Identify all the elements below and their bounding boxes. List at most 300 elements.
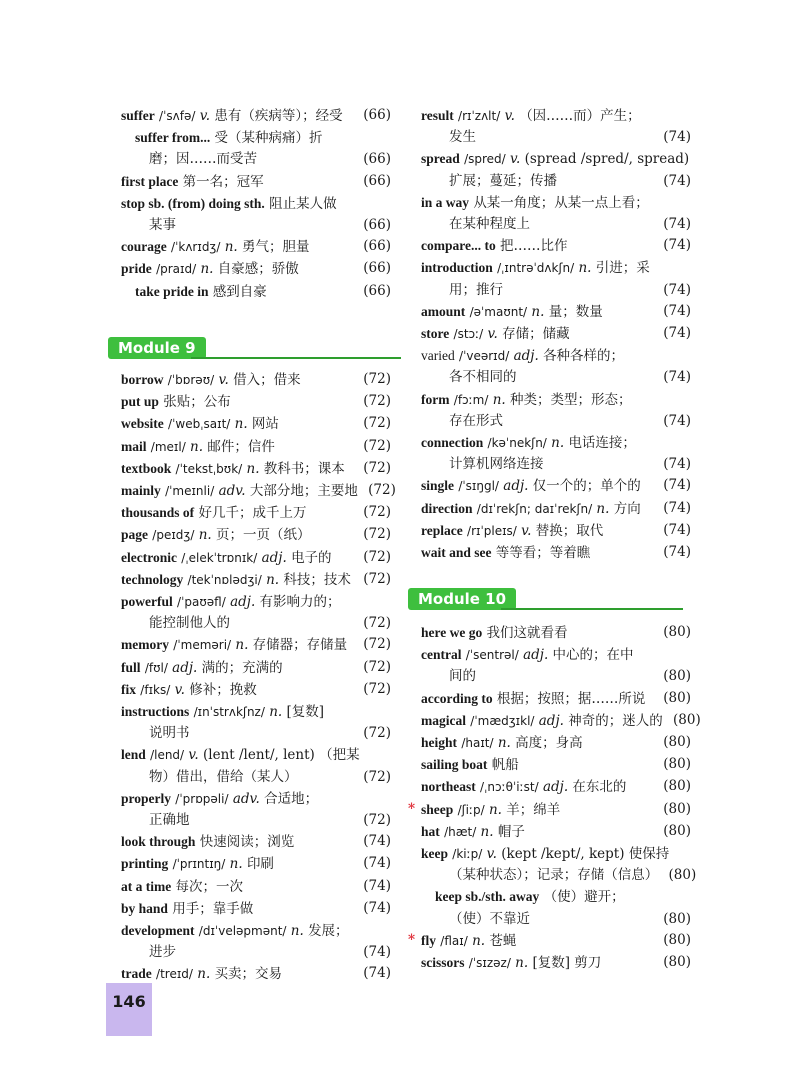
definition: 邮件；信件 xyxy=(207,438,275,455)
entry-line xyxy=(121,613,391,634)
page-ref: (74) xyxy=(663,281,691,298)
part-of-speech: v. xyxy=(486,846,497,863)
entry-text xyxy=(421,192,653,214)
page-ref-spacer xyxy=(353,788,391,810)
part-of-speech: adj. xyxy=(172,659,198,676)
entry-line xyxy=(421,105,691,127)
vocab-entry xyxy=(121,963,391,985)
headword: amount xyxy=(421,303,466,319)
definition: 替换；取代 xyxy=(535,522,604,539)
entry-line xyxy=(121,502,391,524)
headword: pride xyxy=(121,261,152,277)
headword: lend xyxy=(121,747,146,763)
page-ref: (72) xyxy=(363,680,391,697)
definition: 修补；挽救 xyxy=(189,681,257,698)
headword: in a way xyxy=(421,194,470,210)
entry-text xyxy=(421,754,653,776)
entry-line xyxy=(421,432,691,454)
vocab-entry xyxy=(121,258,391,280)
vocab-entry xyxy=(421,688,691,710)
entry-text xyxy=(421,542,653,564)
entry-line xyxy=(421,666,691,687)
entry-line xyxy=(121,591,391,613)
page-ref: (66) xyxy=(363,107,391,123)
definition-continued: 各不相同的 xyxy=(449,369,517,386)
headword: technology xyxy=(121,571,184,587)
phonetic: /rɪˈzʌlt/ xyxy=(458,109,501,123)
definition: 量；数量 xyxy=(548,303,603,320)
entry-text xyxy=(121,679,353,701)
phonetic: /fɪks/ xyxy=(140,682,171,697)
definition: 自豪感；骄傲 xyxy=(217,261,299,278)
headword: at a time xyxy=(121,878,172,894)
part-of-speech: n. xyxy=(224,239,238,256)
entry-text xyxy=(421,345,653,367)
headword: fly xyxy=(421,932,436,948)
entry-text xyxy=(121,436,353,458)
definition-continued: 扩展；蔓延；传播 xyxy=(449,172,557,189)
entry-text xyxy=(421,432,653,454)
phonetic: /ˈmeɪnli/ xyxy=(165,484,215,499)
page-ref-spacer xyxy=(653,886,691,908)
entry-text xyxy=(121,502,353,524)
definition: 好几千；成千上万 xyxy=(198,505,307,522)
entry-line xyxy=(421,498,691,520)
headword: suffer from... xyxy=(135,130,211,146)
entry-text xyxy=(421,235,653,257)
headword: magical xyxy=(421,712,466,728)
page-ref-spacer xyxy=(353,193,391,215)
part-of-speech: n. xyxy=(472,932,486,949)
entry-text xyxy=(121,171,353,193)
vocab-entry xyxy=(121,591,391,634)
entry-line xyxy=(121,436,391,458)
entry-line xyxy=(121,236,391,258)
headword: spread xyxy=(421,151,460,167)
entry-text xyxy=(421,952,653,974)
part-of-speech: n. xyxy=(197,966,211,983)
entry-line xyxy=(121,788,391,810)
entry-text xyxy=(121,391,353,413)
entry-text xyxy=(421,843,669,865)
vocab-entry xyxy=(121,569,391,591)
page-ref: (74) xyxy=(363,855,391,872)
part-of-speech: n. xyxy=(551,435,565,452)
part-of-speech: adj. xyxy=(230,594,256,611)
phonetic: /meɪl/ xyxy=(150,439,186,454)
page-ref: (72) xyxy=(363,504,391,521)
page-ref-spacer xyxy=(653,105,691,127)
vocab-entry xyxy=(421,345,691,388)
part-of-speech: v. xyxy=(521,522,532,539)
vocab-entry xyxy=(421,732,691,754)
entry-list-module-10 xyxy=(408,622,701,974)
page-ref: (72) xyxy=(363,393,391,410)
page-ref: (74) xyxy=(663,412,691,429)
page-ref-spacer xyxy=(653,257,691,279)
part-of-speech: n. xyxy=(488,801,502,818)
page-ref: (80) xyxy=(663,822,691,839)
entry-text xyxy=(421,257,653,279)
definition: 张贴；公布 xyxy=(163,394,231,411)
entry-line xyxy=(121,258,391,280)
entry-line xyxy=(421,799,691,821)
entry-text xyxy=(121,258,353,280)
headword: properly xyxy=(121,790,171,806)
entry-line xyxy=(421,301,691,323)
entry-line xyxy=(121,547,391,569)
entry-line xyxy=(421,192,691,214)
entry-line xyxy=(121,524,391,546)
definition: 科技；技术 xyxy=(283,571,351,588)
headword: replace xyxy=(421,522,463,538)
entry-line xyxy=(121,480,396,502)
definition: 有影响力的； xyxy=(259,594,341,611)
definition: 帽子 xyxy=(497,823,525,840)
entry-text xyxy=(121,876,353,898)
entry-text xyxy=(421,710,663,732)
headword: courage xyxy=(121,239,167,255)
phonetic: /ˈmædʒɪkl/ xyxy=(470,713,535,728)
entry-text xyxy=(421,301,653,323)
definition-continued: （某种状态）；记录；存储（信息） xyxy=(449,867,659,884)
part-of-speech: n. xyxy=(229,856,243,873)
headword: fix xyxy=(121,681,136,697)
page-ref-spacer xyxy=(353,701,391,723)
phonetic: /ʃiːp/ xyxy=(457,802,485,817)
headword: introduction xyxy=(421,260,493,276)
entry-line xyxy=(421,214,691,235)
vocab-entry xyxy=(121,634,391,656)
part-of-speech: v. xyxy=(174,681,185,698)
definition: 发展； xyxy=(308,923,349,940)
vocab-entry xyxy=(121,193,391,236)
part-of-speech: adj. xyxy=(542,779,569,796)
vocab-entry xyxy=(121,853,391,875)
entry-line xyxy=(121,105,391,127)
page-ref: (66) xyxy=(363,217,391,234)
phonetic: /ˈsʌfə/ xyxy=(159,109,196,123)
page-ref: (74) xyxy=(663,544,691,561)
entry-line xyxy=(421,710,701,732)
headword: memory xyxy=(121,637,169,653)
vocab-entry xyxy=(121,898,391,920)
entry-text xyxy=(121,413,353,435)
part-of-speech: n. xyxy=(198,527,212,544)
part-of-speech: n. xyxy=(578,260,592,277)
page-ref-spacer xyxy=(689,148,727,170)
vocab-entry xyxy=(421,622,691,644)
vocab-entry xyxy=(121,127,391,170)
page-ref-spacer xyxy=(360,744,398,766)
phonetic: /flaɪ/ xyxy=(440,933,468,948)
vocab-entry xyxy=(121,679,391,701)
page-ref-spacer xyxy=(653,432,691,454)
headword: varied xyxy=(421,348,455,364)
entry-text xyxy=(121,547,353,569)
entry-line xyxy=(121,876,391,898)
entry-text xyxy=(121,281,353,303)
entry-line xyxy=(421,909,691,930)
page-ref: (74) xyxy=(363,965,391,982)
entry-list-module-9 xyxy=(121,369,396,986)
definition: 在东北的 xyxy=(572,779,627,796)
phonetic: /spred/ xyxy=(464,152,506,167)
definition-continued: 存在形式 xyxy=(449,412,503,429)
page-ref: (74) xyxy=(663,325,691,342)
part-of-speech: adj. xyxy=(523,647,549,664)
entry-line xyxy=(121,634,391,656)
entry-text xyxy=(421,323,653,345)
entry-text xyxy=(421,930,653,952)
entry-line xyxy=(421,520,691,542)
vocab-entry xyxy=(121,788,391,831)
vocab-entry xyxy=(121,105,391,127)
vocab-entry xyxy=(421,644,691,687)
headword: hat xyxy=(421,823,440,839)
part-of-speech: n. xyxy=(190,438,204,455)
headword: thousands of xyxy=(121,505,195,521)
definition: (kept /kept/, kept) 使保持 xyxy=(501,846,670,863)
definition: 受（某种病痛）折 xyxy=(214,130,323,147)
entry-text xyxy=(121,591,353,613)
page-ref: (80) xyxy=(663,910,691,927)
vocab-entry xyxy=(421,389,691,432)
entry-line xyxy=(421,930,691,952)
definition-continued: 能控制他人的 xyxy=(149,615,230,632)
page-ref: (80) xyxy=(663,931,691,948)
entry-line xyxy=(421,688,691,710)
phonetic: /praɪd/ xyxy=(156,262,197,277)
page-ref: (66) xyxy=(363,282,391,299)
definition-continued: 某事 xyxy=(149,217,176,234)
page-ref-spacer xyxy=(353,127,391,149)
definition-continued: 磨；因……而受苦 xyxy=(149,151,257,168)
vocab-entry xyxy=(121,171,391,193)
headword: textbook xyxy=(121,460,172,476)
phonetic: /kəˈnekʃn/ xyxy=(487,436,547,451)
part-of-speech: n. xyxy=(480,823,494,840)
entry-line xyxy=(121,193,391,215)
page-ref: (72) xyxy=(363,371,391,387)
page-number: 146 xyxy=(106,983,152,1036)
entry-line xyxy=(121,810,391,831)
entry-line xyxy=(421,345,691,367)
module-9-header xyxy=(118,337,401,363)
headword: instructions xyxy=(121,704,190,720)
headword: result xyxy=(421,108,454,123)
entry-line xyxy=(421,148,691,170)
definition: （因……而）产生； xyxy=(519,108,641,124)
definition: 根据；按照；据……所说 xyxy=(496,690,646,707)
part-of-speech: n. xyxy=(531,303,545,320)
entry-line xyxy=(421,127,691,148)
part-of-speech: adv. xyxy=(232,790,260,807)
headword: single xyxy=(421,478,455,494)
part-of-speech: n. xyxy=(266,571,280,588)
definition: 高度；身高 xyxy=(515,735,583,752)
headword: by hand xyxy=(121,900,168,916)
page-ref: (80) xyxy=(668,867,697,884)
vocab-entry xyxy=(421,520,691,542)
entry-text xyxy=(421,821,653,843)
vocab-entry xyxy=(121,281,391,303)
vocab-entry xyxy=(121,236,391,258)
phonetic: /əˈmaʊnt/ xyxy=(469,304,528,319)
module-9-title: Module 9 xyxy=(108,337,206,359)
part-of-speech: v. xyxy=(504,108,515,124)
page-ref: (74) xyxy=(663,237,691,254)
entry-text xyxy=(421,799,653,821)
part-of-speech: adv. xyxy=(218,483,246,500)
phonetic: /tekˈnɒlədʒi/ xyxy=(187,572,262,587)
phonetic: /dɪˈveləpmənt/ xyxy=(198,924,287,939)
entry-text xyxy=(121,963,353,985)
definition: (lent /lent/, lent) （把某 xyxy=(203,747,360,764)
entry-line xyxy=(421,952,691,974)
entry-list-left-top xyxy=(121,105,391,303)
entry-line xyxy=(421,865,697,886)
entry-line xyxy=(421,843,691,865)
entry-line xyxy=(421,821,691,843)
part-of-speech: v. xyxy=(199,108,211,124)
entry-text xyxy=(121,480,358,502)
module-9-rule xyxy=(191,357,401,359)
phonetic: /ˈsentrəl/ xyxy=(465,648,519,663)
headword: store xyxy=(421,326,450,342)
entry-line xyxy=(121,767,391,788)
headword: northeast xyxy=(421,779,476,795)
phonetic: /haɪt/ xyxy=(461,736,494,751)
headword: connection xyxy=(421,435,484,451)
definition-continued: 发生 xyxy=(449,129,476,146)
headword: sheep xyxy=(421,801,454,817)
entry-text xyxy=(121,236,353,258)
vocab-entry xyxy=(421,542,691,564)
entry-line xyxy=(421,475,691,497)
definition-continued: 间的 xyxy=(449,668,476,685)
phonetic: /ˈveərɪd/ xyxy=(459,349,510,364)
vocab-entry xyxy=(121,920,391,963)
page-ref: (74) xyxy=(663,477,691,494)
entry-line xyxy=(421,235,691,257)
entry-text xyxy=(421,475,653,497)
phonetic: /lend/ xyxy=(150,748,185,763)
vocab-entry xyxy=(421,886,691,929)
entry-text xyxy=(121,369,353,391)
headword: compare... to xyxy=(421,238,496,254)
entry-line xyxy=(421,776,691,798)
definition: 把……比作 xyxy=(500,238,568,255)
definition: [复数] xyxy=(286,704,325,721)
entry-line xyxy=(421,411,691,432)
module-10-header xyxy=(418,588,683,614)
page-ref: (80) xyxy=(663,624,691,640)
vocab-entry xyxy=(421,710,701,732)
phonetic: /ˈsɪŋgl/ xyxy=(458,479,499,494)
page-ref-spacer xyxy=(653,345,691,367)
definition-continued: 正确地 xyxy=(149,812,190,829)
entry-text xyxy=(421,148,689,170)
vocab-entry xyxy=(121,413,391,435)
vocab-entry xyxy=(121,657,391,679)
entry-line xyxy=(121,853,391,875)
page-ref: (74) xyxy=(363,877,391,894)
entry-text xyxy=(121,788,353,810)
entry-line xyxy=(121,391,391,413)
entry-line xyxy=(121,171,391,193)
definition: 勇气；胆量 xyxy=(242,239,310,256)
page-ref: (74) xyxy=(363,899,391,916)
headword: scissors xyxy=(421,955,465,971)
page-ref: (72) xyxy=(363,548,391,565)
entry-text xyxy=(121,657,353,679)
phonetic: /ˈprɪntɪŋ/ xyxy=(172,857,226,872)
definition: 借入；借来 xyxy=(233,372,301,388)
definition: 满的；充满的 xyxy=(201,659,283,676)
definition: 页；一页（纸） xyxy=(215,527,311,544)
part-of-speech: v. xyxy=(509,151,521,168)
part-of-speech: v. xyxy=(218,372,229,388)
vocab-entry xyxy=(121,458,391,480)
entry-line xyxy=(421,367,691,388)
definition-continued: （使）不靠近 xyxy=(449,910,530,927)
entry-text xyxy=(121,193,353,215)
page-ref: (74) xyxy=(663,302,691,319)
page-ref: (72) xyxy=(363,459,391,476)
part-of-speech: n. xyxy=(269,704,283,721)
page-ref: (80) xyxy=(673,711,701,728)
vocab-entry xyxy=(421,105,691,148)
definition: 存储器；存储量 xyxy=(252,637,348,654)
entry-line xyxy=(121,701,391,723)
headword: development xyxy=(121,923,195,939)
vocab-entry xyxy=(421,148,691,191)
page-ref: (74) xyxy=(663,216,691,233)
page-ref: (80) xyxy=(663,800,691,817)
vocab-entry xyxy=(121,876,391,898)
headword: direction xyxy=(421,500,473,516)
phonetic: /ˌnɔːθˈiːst/ xyxy=(480,780,539,795)
entry-text xyxy=(121,920,353,942)
entry-line xyxy=(421,257,691,279)
entry-text xyxy=(121,701,353,723)
part-of-speech: adj. xyxy=(503,478,529,495)
entry-line xyxy=(121,215,391,236)
phonetic: /ˌelekˈtrɒnɪk/ xyxy=(181,550,258,565)
definition-continued: 在某种程度上 xyxy=(449,216,530,233)
entry-line xyxy=(421,732,691,754)
page-ref: (72) xyxy=(363,636,391,653)
phonetic: /ˈkʌrɪdʒ/ xyxy=(171,240,221,255)
vocab-entry xyxy=(421,475,691,497)
entry-line xyxy=(421,389,691,411)
definition-continued: 说明书 xyxy=(149,725,190,742)
headword: suffer xyxy=(121,108,155,123)
entry-line xyxy=(121,149,391,170)
page-ref: (74) xyxy=(663,369,691,386)
part-of-speech: n. xyxy=(235,637,249,654)
definition: 患有（疾病等）；经受 xyxy=(214,108,343,124)
headword: take pride in xyxy=(135,283,209,299)
headword: trade xyxy=(121,966,152,982)
entry-line xyxy=(121,744,391,766)
phonetic: /kiːp/ xyxy=(452,847,483,862)
headword: full xyxy=(121,659,141,675)
entry-line xyxy=(121,898,391,920)
definition: 我们这就看看 xyxy=(486,625,568,641)
entry-text xyxy=(121,524,353,546)
